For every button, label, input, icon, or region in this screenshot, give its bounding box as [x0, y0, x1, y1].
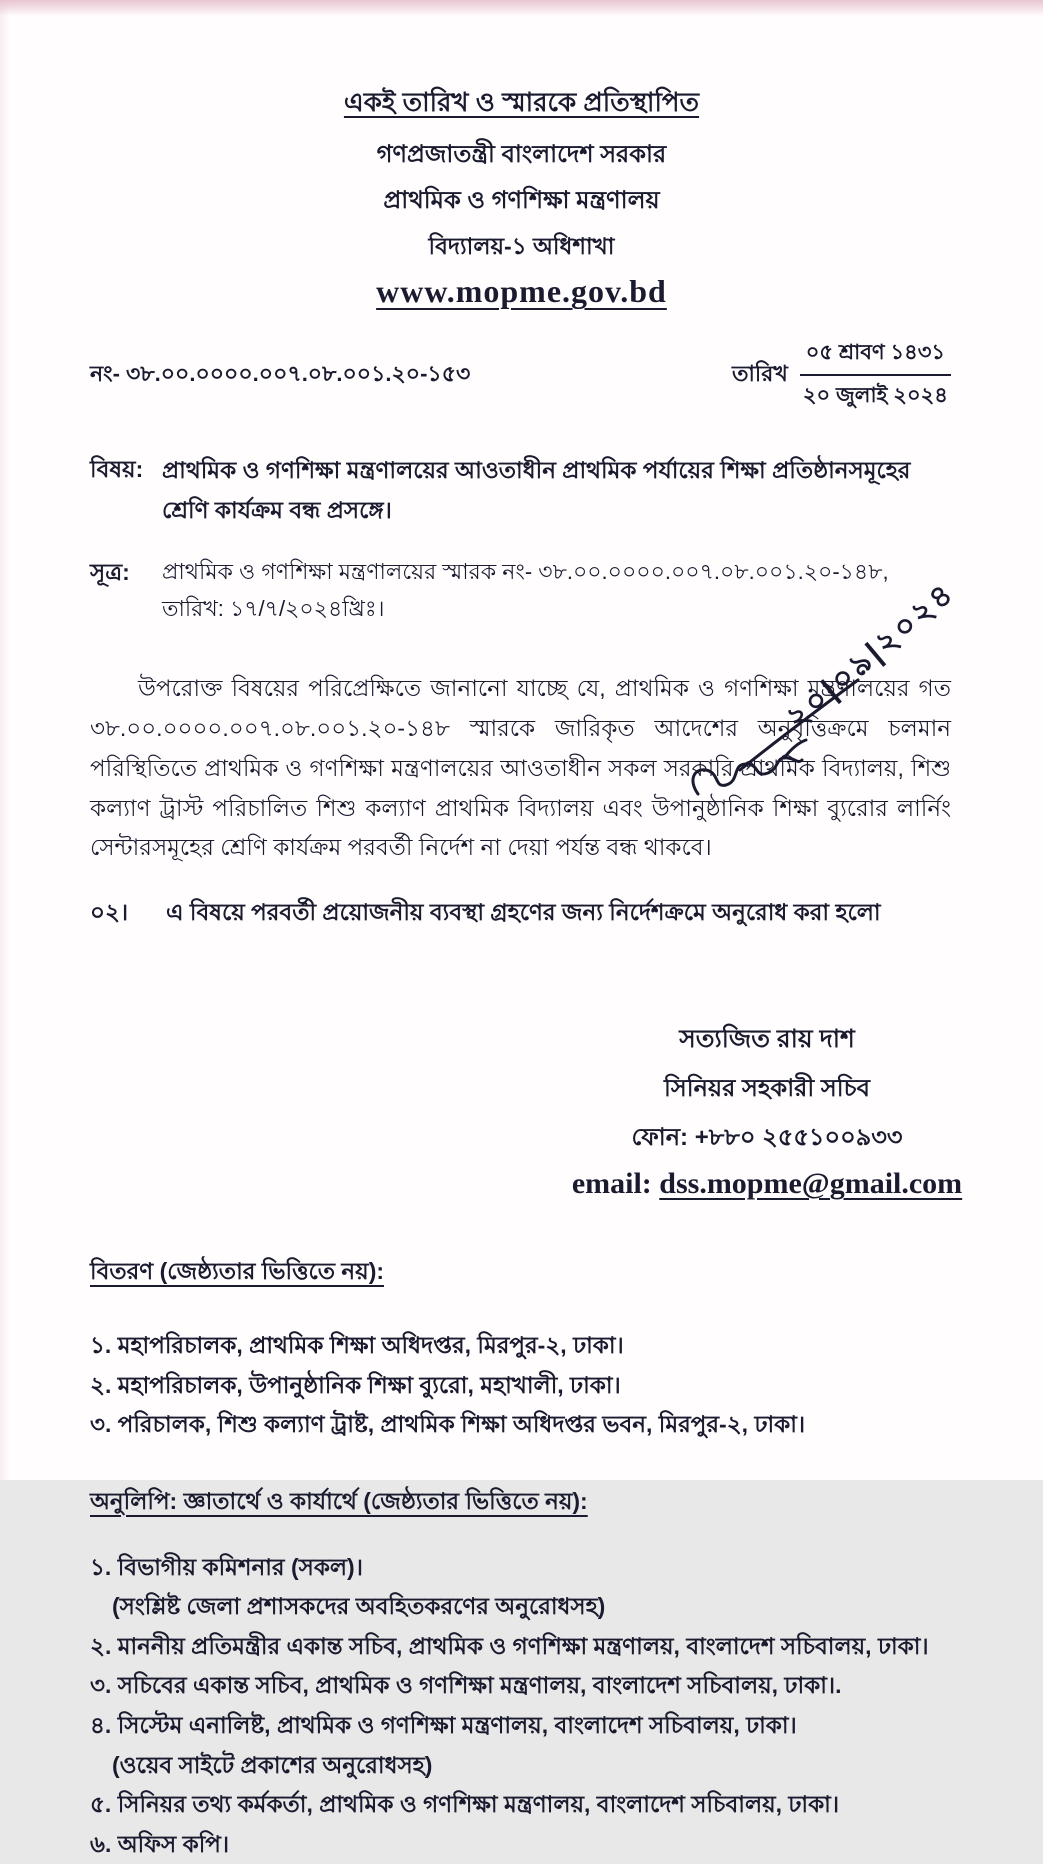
source-text: প্রাথমিক ও গণশিক্ষা মন্ত্রণালয়ের স্মারক নং- ৩৮.০০.০০০০.০০৭.০৮.০০১.২০-১৪৮, তারিখ: ১৭/৭/২০২৪খ্রিঃ।	[162, 558, 889, 621]
copy-item: ৩. সচিবের একান্ত সচিব, প্রাথমিক ও গণশিক্ষা মন্ত্রণালয়, বাংলাদেশ সচিবালয়, ঢাকা।.	[90, 1672, 842, 1699]
paragraph-2-number: ০২।	[90, 899, 129, 926]
subject-row	[0, 450, 1043, 531]
date-bangla-calendar: ০৫ শ্রাবণ ১৪৩১	[800, 336, 951, 376]
copy-item-note: (ওয়েব সাইটে প্রকাশের অনুরোধসহ)	[112, 1751, 433, 1778]
ministry-name: প্রাথমিক ও গণশিক্ষা মন্ত্রণালয়	[383, 187, 660, 214]
handwritten-date: ২০|০৯|২০২৪	[779, 574, 962, 736]
distribution-heading: বিতরণ (জেষ্ঠ্যতার ভিত্তিতে নয়):	[90, 1258, 385, 1285]
distribution-items	[90, 1326, 951, 1445]
signature-zone	[680, 574, 980, 800]
copy-item: ১. বিভাগীয় কমিশনার (সকল)।	[90, 1553, 363, 1580]
copy-item: ৫. সিনিয়র তথ্য কর্মকর্তা, প্রাথমিক ও গণশিক্ষা মন্ত্রণালয়, বাংলাদেশ সচিবালয়, ঢাকা।	[90, 1791, 840, 1818]
date-block	[732, 336, 951, 414]
signatory-designation: সিনিয়র সহকারী সচিব	[664, 1075, 870, 1103]
copy-item: ২. মাননীয় প্রতিমন্ত্রীর একান্ত সচিব, প্রাথমিক ও গণশিক্ষা মন্ত্রণালয়, বাংলাদেশ সচিবালয়, ঢাকা।	[90, 1632, 929, 1659]
source-label: সূত্র:	[90, 558, 130, 585]
paragraph-2-text: এ বিষয়ে পরবর্তী প্রয়োজনীয় ব্যবস্থা গ্রহণের জন্য নির্দেশক্রমে অনুরোধ করা হলো	[166, 899, 881, 926]
signatory-phone: ফোন: +৮৮০ ২৫৫১০০৯৩৩	[631, 1124, 903, 1152]
copy-item: ৬. অফিস কপি।	[90, 1830, 230, 1857]
copies-items	[90, 1548, 951, 1864]
copies-section	[0, 1483, 1043, 1864]
replaced-note-line: একই তারিখ ও স্মারকে প্রতিস্থাপিত	[343, 87, 700, 117]
website-url: www.mopme.gov.bd	[376, 273, 667, 309]
memo-number: নং- ৩৮.০০.০০০০.০০৭.০৮.০০১.২০-১৫৩	[90, 360, 471, 386]
body-paragraph-1: উপরোক্ত বিষয়ের পরিপ্রেক্ষিতে জানানো যাচ্ছে যে, প্রাথমিক ও গণশিক্ষা মন্ত্রণালয়ের গত ৩৮.০০.০০০০.০০৭.০৮.০০১.২০-১৪৮ স্মারকে জারিকৃত আদেশের অনুবৃত্তিক্রমে চলমান পরিস্থিতিতে প্রাথমিক ও গণশিক্ষা মন্ত্রণালয়ের আওতাধীন সকল সরকারি প্রাথমিক বিদ্যালয়, শিশু কল্যাণ ট্রাস্ট পরিচালিত শিশু কল্যাণ প্রাথমিক বিদ্যালয় এবং উপানুষ্ঠানিক শিক্ষা ব্যুরোর লার্নিং সেন্টারসমূহের শ্রেণি কার্যক্রম পরবর্তী নির্দেশ না দেয়া পর্যন্ত বন্ধ থাকবে।	[90, 675, 951, 861]
distribution-item: ১. মহাপরিচালক, প্রাথমিক শিক্ষা অধিদপ্তর, মিরপুর-২, ঢাকা।	[90, 1332, 624, 1359]
reference-row	[0, 336, 1043, 414]
email-address[interactable]: dss.mopme@gmail.com	[659, 1167, 963, 1201]
copy-item: ৪. সিস্টেম এনালিষ্ট, প্রাথমিক ও গণশিক্ষা মন্ত্রণালয়, বাংলাদেশ সচিবালয়, ঢাকা।	[90, 1712, 797, 1739]
distribution-section	[0, 1253, 1043, 1445]
signatory-name: সত্যজিত রায় দাশ	[679, 1025, 855, 1054]
government-name: গণপ্রজাতন্ত্রী বাংলাদেশ সরকার	[376, 141, 667, 168]
section-name: বিদ্যালয়-১ অধিশাখা	[428, 233, 615, 259]
signatory-block	[567, 1019, 967, 1201]
copy-item-note: (সংশ্লিষ্ট জেলা প্রশাসকদের অবহিতকরণের অনুরোধসহ)	[112, 1593, 606, 1620]
email-label: email:	[571, 1167, 660, 1201]
distribution-item: ২. মহাপরিচালক, উপানুষ্ঠানিক শিক্ষা ব্যুরো, মহাখালী, ঢাকা।	[90, 1371, 621, 1398]
letterhead	[0, 0, 1043, 310]
signatory-email-line	[572, 1167, 962, 1201]
date-gregorian-calendar: ২০ জুলাই ২০২৪	[802, 384, 948, 407]
copies-heading: অনুলিপি: জ্ঞাতার্থে ও কার্যার্থে (জেষ্ঠ্যতার ভিত্তিতে নয়):	[90, 1487, 588, 1514]
date-fraction	[800, 336, 951, 414]
subject-label: বিষয়:	[90, 456, 144, 482]
distribution-item: ৩. পরিচালক, শিশু কল্যাণ ট্রাষ্ট, প্রাথমিক শিক্ষা অধিদপ্তর ভবন, মিরপুর-২, ঢাকা।	[90, 1411, 806, 1438]
date-label: তারিখ	[732, 360, 788, 386]
subject-text: প্রাথমিক ও গণশিক্ষা মন্ত্রণালয়ের আওতাধীন প্রাথমিক পর্যায়ের শিক্ষা প্রতিষ্ঠানসমূহের শ্রেণি কার্যক্রম বন্ধ প্রসঙ্গে।	[162, 457, 911, 524]
body-paragraph-2	[0, 894, 1043, 933]
